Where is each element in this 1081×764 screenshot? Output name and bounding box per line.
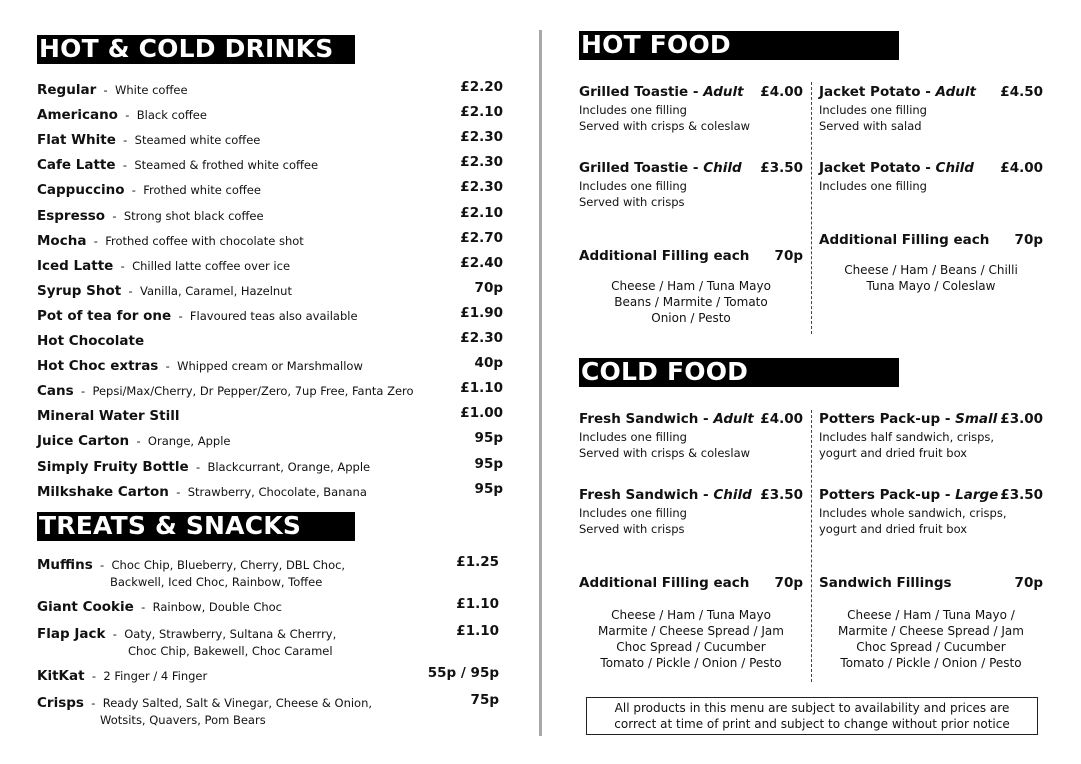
item-price: £2.30	[460, 129, 503, 146]
item-description: - Strong shot black coffee	[105, 208, 264, 223]
drink-item	[37, 481, 503, 501]
item-description: - Ready Salted, Salt & Vinegar, Cheese & Onion,	[83, 696, 373, 710]
item-description-cont: Backwell, Iced Choc, Rainbow, Toffee	[110, 575, 323, 589]
menu-item-sandwich-adult: Fresh Sandwich - Adult £4.00 Includes one filling Served with crisps & coleslaw	[579, 411, 803, 460]
drink-item	[37, 330, 503, 350]
drink-item	[37, 305, 503, 325]
item-price: £1.10	[456, 596, 499, 612]
item-description: - Blackcurrant, Orange, Apple	[188, 459, 371, 474]
drink-item	[37, 355, 503, 375]
item-price: £2.70	[460, 229, 503, 246]
drinks-heading: HOT & COLD DRINKS	[37, 35, 355, 64]
item-name: Americano	[37, 107, 118, 124]
item-price: £2.30	[460, 330, 503, 346]
item-name: Cafe Latte	[37, 157, 116, 174]
drink-item	[37, 456, 503, 476]
drink-item	[37, 79, 503, 99]
menu-item-packup-small: Potters Pack-up - Small £3.00 Includes half sandwich, crisps, yogurt and dried fruit box	[819, 411, 1043, 460]
potato-fillings-list: Cheese / Ham / Beans / Chilli Tuna Mayo / Coleslaw	[844, 263, 1018, 293]
item-description: - 2 Finger / 4 Finger	[84, 669, 208, 683]
treats-heading: TREATS & SNACKS	[37, 512, 355, 541]
item-price: 70p	[774, 248, 803, 264]
item-price: 70p	[1014, 232, 1043, 248]
sandwich-extra-fillings-list: Cheese / Ham / Tuna Mayo Marmite / Cheese Spread / Jam Choc Spread / Cucumber Tomato / Pickle / Onion / Pesto	[598, 608, 784, 670]
item-price: 40p	[474, 355, 503, 372]
item-description: - Rainbow, Double Choc	[133, 600, 282, 614]
menu-item-toastie-additional-filling: Additional Filling each 70p	[579, 248, 803, 264]
item-description: - White coffee	[96, 83, 188, 97]
item-description: - Vanilla, Caramel, Hazelnut	[121, 283, 292, 298]
item-name: Mocha	[37, 232, 87, 249]
cold-food-column-divider	[811, 410, 812, 682]
item-name: Mineral Water Still	[37, 408, 180, 425]
item-name: Cans	[37, 383, 74, 400]
menu-item-sandwich-additional-filling: Additional Filling each 70p	[579, 575, 803, 591]
item-price: £4.00	[760, 411, 803, 427]
item-name: Juice Carton	[37, 433, 130, 450]
hot-food-heading: HOT FOOD	[579, 31, 899, 60]
item-name: Giant Cookie	[37, 599, 134, 615]
item-description: - Chilled latte coffee over ice	[113, 258, 291, 273]
sandwich-fillings-list: Cheese / Ham / Tuna Mayo / Marmite / Cheese Spread / Jam Choc Spread / Cucumber Tomato / Pickle / Onion / Pesto	[838, 608, 1024, 670]
item-price: £3.50	[1000, 487, 1043, 503]
drink-item	[37, 405, 503, 425]
item-price: £2.20	[460, 79, 503, 95]
item-name: Syrup Shot	[37, 282, 122, 299]
drink-item	[37, 129, 503, 149]
item-name: Cappuccino	[37, 182, 125, 199]
item-description: - Frothed white coffee	[124, 183, 261, 198]
item-price: 75p	[470, 692, 499, 708]
item-price: £2.40	[460, 254, 503, 271]
menu-item-toastie-child: Grilled Toastie - Child £3.50 Includes one filling Served with crisps	[579, 160, 803, 209]
toastie-fillings-list: Cheese / Ham / Tuna Mayo Beans / Marmite / Tomato Onion / Pesto	[611, 279, 771, 325]
item-name: Milkshake Carton	[37, 483, 169, 500]
item-price: 70p	[1014, 575, 1043, 591]
item-price: £3.50	[760, 160, 803, 176]
item-price: £2.30	[460, 179, 503, 196]
item-description: - Steamed white coffee	[115, 133, 261, 148]
item-description-cont: Choc Chip, Bakewell, Choc Caramel	[128, 644, 333, 658]
item-price: 95p	[474, 455, 503, 472]
item-price: 95p	[474, 430, 503, 447]
menu-item-potato-additional-filling: Additional Filling each 70p	[819, 232, 1043, 248]
item-name: Pot of tea for one	[37, 307, 172, 324]
snack-item	[37, 692, 499, 727]
item-description: - Flavoured teas also available	[171, 308, 358, 323]
menu-item-packup-large: Potters Pack-up - Large £3.50 Includes whole sandwich, crisps, yogurt and dried fruit box	[819, 487, 1043, 536]
cold-food-heading: COLD FOOD	[579, 358, 899, 387]
drink-item	[37, 255, 503, 275]
menu-item-potato-adult: Jacket Potato - Adult £4.50 Includes one filling Served with salad	[819, 84, 1043, 133]
item-price: £1.10	[460, 380, 503, 397]
item-description: - Frothed coffee with chocolate shot	[86, 233, 304, 248]
snack-item	[37, 665, 499, 684]
item-description: - Choc Chip, Blueberry, Cherry, DBL Choc,	[92, 558, 346, 572]
item-price: £1.00	[460, 405, 503, 422]
drink-item	[37, 104, 503, 124]
hot-food-column-divider	[811, 82, 812, 334]
snack-item	[37, 554, 499, 589]
menu-item-sandwich-child: Fresh Sandwich - Child £3.50 Includes one filling Served with crisps	[579, 487, 803, 536]
item-description: - Oaty, Strawberry, Sultana & Cherrry,	[105, 627, 337, 641]
drink-item	[37, 430, 503, 450]
item-price: £1.10	[456, 623, 499, 639]
menu-item-potato-child: Jacket Potato - Child £4.00 Includes one filling	[819, 160, 1043, 193]
item-price: £3.50	[760, 487, 803, 503]
item-name: Flap Jack	[37, 626, 106, 642]
item-price: 70p	[474, 279, 503, 296]
snack-item	[37, 623, 499, 658]
item-price: £3.00	[1000, 411, 1043, 427]
item-name: Espresso	[37, 207, 106, 224]
page-divider	[539, 30, 542, 736]
menu-item-sandwich-fillings: Sandwich Fillings 70p	[819, 575, 1043, 591]
item-name: Flat White	[37, 132, 116, 149]
item-name: Hot Chocolate	[37, 333, 145, 349]
item-description: - Steamed & frothed white coffee	[115, 158, 319, 173]
item-price: 95p	[474, 480, 503, 497]
drink-item	[37, 205, 503, 225]
item-description: - Strawberry, Chocolate, Banana	[168, 484, 367, 499]
item-price: £1.25	[456, 554, 499, 570]
item-price: £4.00	[760, 84, 803, 100]
item-name: Muffins	[37, 557, 93, 573]
availability-notice: All products in this menu are subject to availability and prices are correct at time of print and subject to change without prior notice	[586, 697, 1038, 735]
item-description: - Orange, Apple	[129, 434, 231, 449]
item-price: £2.10	[460, 104, 503, 121]
item-price: 55p / 95p	[427, 665, 499, 681]
item-name: Crisps	[37, 695, 84, 711]
item-name: Iced Latte	[37, 257, 114, 274]
item-price: £4.00	[1000, 160, 1043, 176]
drink-item	[37, 280, 503, 300]
item-price: £2.10	[460, 204, 503, 221]
item-price: £2.30	[460, 154, 503, 171]
snack-item	[37, 596, 499, 615]
item-price: £1.90	[460, 304, 503, 321]
item-price: 70p	[774, 575, 803, 591]
drink-item	[37, 154, 503, 174]
drink-item	[37, 380, 503, 400]
item-name: Simply Fruity Bottle	[37, 458, 189, 475]
menu-item-toastie-adult: Grilled Toastie - Adult £4.00 Includes one filling Served with crisps & coleslaw	[579, 84, 803, 133]
item-name: KitKat	[37, 668, 85, 684]
item-price: £4.50	[1000, 84, 1043, 100]
drink-item	[37, 230, 503, 250]
item-description: - Whipped cream or Marshmallow	[158, 359, 363, 374]
item-description: - Pepsi/Max/Cherry, Dr Pepper/Zero, 7up Free, Fanta Zero	[73, 384, 414, 399]
item-name: Regular	[37, 82, 97, 98]
drink-item	[37, 179, 503, 199]
item-description-cont: Wotsits, Quavers, Pom Bears	[100, 713, 266, 727]
item-description: - Black coffee	[117, 108, 207, 123]
item-name: Hot Choc extras	[37, 358, 159, 375]
